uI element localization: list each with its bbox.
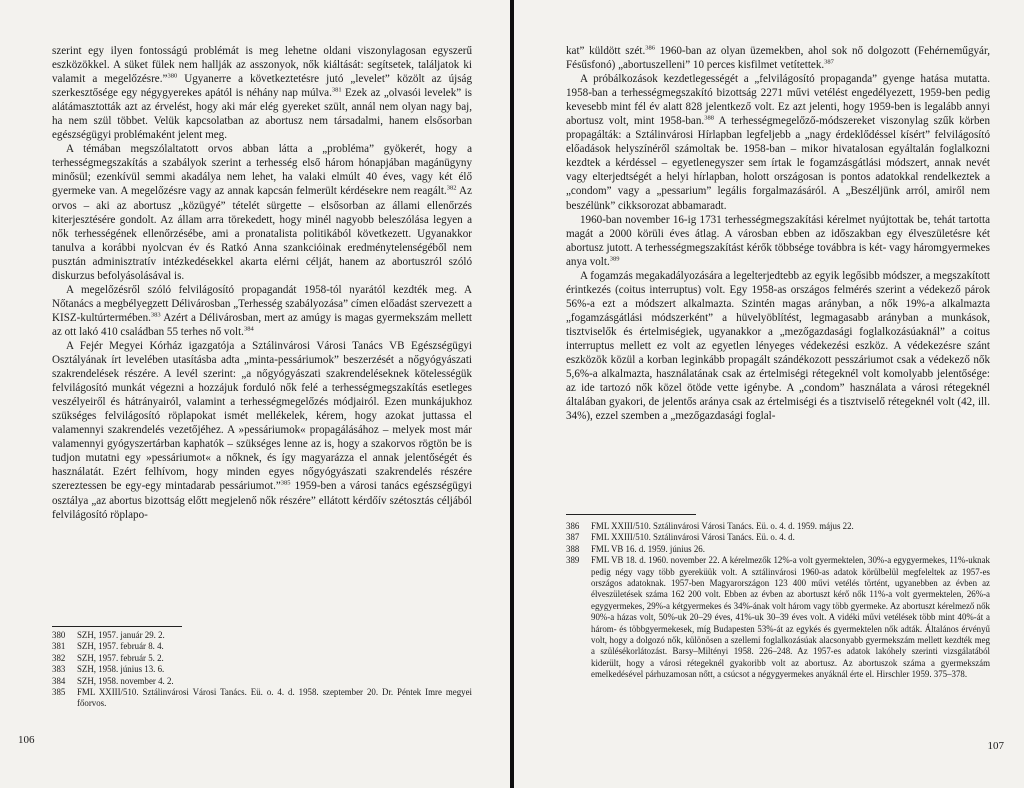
left-paragraph-1: szerint egy ilyen fontosságú problémát is meg lehetne oldani viszonylagosan egyszerű eszközökkel. A süket fülek nem hallják az asszonyok, nők kiáltását: segítsetek, találjatok ki valamit a megelőzésre.”$^{380}$ Ugyanerre a következtetésre jutó „levelet” közölt az újság szerkesztősége egy négygyerekes apától is néhány nap múlva.$^{381}$ Ezek az „olvasói levelek” is alátámasztották azt az érvelést, hogy aki már elég gyereket szült, annál nem olyan nagy baj, ha nem szül többet. Velük kapcsolatban az abortusz nem társadalmi, hanem elsősorban egészségügyi problémaként jelent meg.: [52, 45, 472, 142]
footnote-ref[interactable]: 383: [150, 311, 161, 319]
footnote: 388 FML VB 16. d. 1959. június 26.: [566, 543, 705, 554]
left-paragraph-3: A megelőzésről szóló felvilágosító propagandát 1958-tól nyarától kezdték meg. A Nőtanács a megbélyegzett Délivárosban „Terhesség szabályozása” címen előadást szervezett a KISZ-kultúrtermében.$^{383}$ Azért a Délivárosban, mert az amúgy is magas gyermekszám mellett az ott lakó 410 családban 55 terhes nő volt.$^{384}$: [52, 283, 472, 338]
footnote-ref[interactable]: 384: [243, 325, 254, 333]
right-page: [514, 0, 1024, 788]
right-body-text: [566, 44, 990, 423]
footnote: 381 SZH, 1957. február 8. 4.: [52, 641, 164, 652]
left-paragraph-2: A témában megszólaltatott orvos abban látta a „probléma” gyökerét, hogy a terhességmegszakítás a szabályok szerint a terhesség első három hónapjában magánügyny minősül; ezenkívül semmi akadálya nem lehet, ha valaki elmúlt 40 éves, vagy két élő gyermeke van. A megelőzésre vagy az annak kapcsán felmerült kérdésekre nem reagált.$^{382}$ Az orvos – aki az abortusz „közügyé” tételét sürgette – elsősorban az állami ellenőrzés kiterjesztésére gondolt. Az állam arra törekedett, hogy minél nagyobb beleszólása legyen a nők terhességének ellenőrzésébe, ami a pronatalista politikából következett. Ugyanakkor tanulva a korábbi nyolcvan év és Ratkó Anna szankcióinak eredménytelenségéből nem pusztán adminisztratív intézkedésekkel akarta elérni célját, hanem az abortuszról szóló diskurzus befolyásolásával is.: [52, 143, 472, 282]
right-paragraph-2: A próbálkozások kezdetlegességét a „felvilágosító propaganda” gyenge hatása mutatta. 1958-ban a terhességmegszakító bizottság 2271 művi vetélést engedélyezett, 1959-ben pedig kevesebb mint fél év alatt 828 jelentkező volt. Ez azt jelenti, hogy 1959-ben is legalább annyi abortusz volt, mint 1958-ban.$^{388}$ A terhességmegelőző-módszereket viszonylag szűk körben propagálták: a Sztálinvárosi Hírlapban legfeljebb a „nagy érdeklődéssel kísért” felvilágosító előadások helyszínéről számoltak be. 1958-ban – mikor hivatalosan egyáltalán foglalkozni kezdtek a kérdéssel – egyetlenegyszer sem írtak le fogamzásgátlási módszert, annak nevét vagy elterjedtségét a helyi hírlapban, holott országosan is pontos adatokkal rendelkeztek a „condom” vagy a „pessarium” legális forgalmazásáról. A „Beszéljünk arról, amiről nem beszélünk” cikksorozat abbamaradt.: [566, 73, 991, 212]
footnote-divider: [566, 514, 696, 515]
right-paragraph-1: kat” küldött szét.$^{386}$ 1960-ban az olyan üzemekben, ahol sok nő dolgozott (Fehérneműgyár, Fésűsfonó) „abortuszelleni” 10 perces kisfilmet vetítettek.$^{387}$: [566, 44, 990, 72]
footnote-ref[interactable]: 380: [167, 72, 178, 80]
footnote-ref[interactable]: 386: [645, 44, 656, 52]
footnote-ref[interactable]: 381: [331, 86, 342, 94]
right-footnotes: [566, 521, 990, 681]
footnote: 385 FML XXIII/510. Sztálinvárosi Városi Tanács. Eü. o. 4. d. 1958. szeptember 20. Dr. Péntek Imre megyei főorvos.: [52, 687, 472, 709]
left-footnotes: [52, 630, 472, 710]
footnote: 380 SZH, 1957. január 29. 2.: [52, 630, 165, 640]
footnote-ref[interactable]: 388: [704, 114, 714, 122]
footnote-ref[interactable]: 387: [824, 58, 834, 66]
footnote: 383 SZH, 1958. június 13. 6.: [52, 664, 165, 675]
page-number-right: 107: [987, 740, 1004, 752]
footnote: 389 FML VB 18. d. 1960. november 22. A kérelmezők 12%-a volt gyermektelen, 30%-a egygyermekes, 11%-uknak pedig négy vagy több gyereküük volt. A sztálinvárosi 1960-as adatok körülbelül megfeleltek az 1957-es országos adatoknak. 1957-ben Magyarországon 123 400 művi vetélés történt, ugyanebben az évben az élveszületések száma 162 200 volt. Ebben az évben az abortuszt kérő nők 11%-a volt gyermektelen, 26%-a egygyermekes, 29%-a kétgyermekes és 34%-ának volt három vagy több gyermeke. Az abortuszt kérelmező nők 90%-a házas volt, 50%-uk 20–29 éves, 41%-uk 30–39 éves volt. A vidéki művi vetélések több mint 40%-át a három- és többgyermekesek, míg Budapesten 53%-át az egykés és gyermektelen nők adták. Általános érvényű volt, hogy a dolgozó nők, különösen a szellemi foglalkozásúak alacsonyabb gyermekszám mellett kezdték meg a szülésékorlátozást. Barsy–Miltényi 1958. 226–248. Az 1957-es adatok lakóhely szerinti vizsgálatából kiderült, hogy a városi rétegeknél gyakoribb volt az abortusz. Az abortuszok száma a gyermekszám emelkedésével párhuzamosan nőtt, a csúcsot a négygyermekes anyáknál érte el. Hirschler 1959. 375–378.: [566, 555, 990, 680]
footnote-ref[interactable]: 389: [609, 255, 620, 263]
footnote: 384 SZH, 1958. november 4. 2.: [52, 675, 174, 686]
left-page: [0, 0, 510, 788]
right-paragraph-3: 1960-ban november 16-ig 1731 terhességmegszakítási kérelmet nyújtottak be, tehát tartotta magát a 2000 körüli éves átlag. A városban ebben az időszakban egy élveszületésre két abortusz jutott. A terhességmegszakítást kérők többsége továbbra is két- vagy háromgyermekes anya volt.$^{389}$: [566, 213, 990, 268]
footnote: 386 FML XXIII/510. Sztálinvárosi Városi Tanács. Eü. o. 4. d. 1959. május 22.: [566, 521, 854, 531]
page-number-left: 106: [18, 734, 35, 746]
footnote: 387 FML XXIII/510. Sztálinvárosi Városi Tanács. Eü. o. 4. d.: [566, 532, 795, 543]
footnote-ref[interactable]: 382: [446, 184, 457, 192]
footnote-divider: [52, 626, 182, 627]
right-paragraph-4: A fogamzás megakadályozására a legelterjedtebb az egyik legősibb módszer, a megszakított érintkezés (coitus interruptus) volt. Egy 1958-as országos felmérés szerint a védekező párok 56%-a ezt a módszert alkalmazta. Szintén magas arányban, a nők 19%-a alkalmazta „fogamzásgátlási módszerként” a hüvelyöblítést, legmagasabb arányban a munkások, tisztviselők és értelmiségiek, ugyanakkor a „mezőgazdasági foglalkozásúaknál” a coitus interruptus mellett ez volt az egyetlen lényeges védekezési eszköz. A védekezésre szánt eszközök közül a korban leginkább propagált szándékozott pesszáriumot csak a védekező nők 5,6%-a alkalmazta, használatának csak az értelmiségi rétegeknél volt komolyabb jelentősége: az ide tartozó nők közel ötöde vette igénybe. A „condom” használata a városi rétegeknél általában gyakori, de jelentős aránya csak az értelmiségi és a tisztviselő rétegeknél volt (42, ill. 34%), ezzel szemben a „mezőgazdasági foglal-: [566, 269, 990, 423]
left-paragraph-4: A Fejér Megyei Kórház igazgatója a Sztálinvárosi Városi Tanács VB Egészségügyi Osztályának írt levelében utasításba adta „minta-pessáriumok” beszerzését a nőgyógyászati szakrendelések részére. A levél szerint: „a nőgyógyászati szakrendeléseknek kötelességük felvilágosító munkát végezni a hozzájuk forduló nők felé a terhességmegszakítás esetleges veszélyeiről és hátrányairól, valamint a terhességmegelőzés módjairól. Ezen munkájukhoz szükséges felvilágosító röplapokat ismét mellékelek, kérem, hogy azokat juttassa el valamennyi szakrendelés vezetőjéhez. A »pessáriumok« propagálásához – melyek most már valamennyi gyógyszertárban kaphatók – szükséges lenne az is, hogy a szakorvos rögtön be is tudjon mutatni egy »pessáriumot« a nőknek, és így magyarázza el annak jelentőségét és használatát. Ezért felhívom, hogy minden egyes nőgyógyászati szakrendelés részére szereztessen be egy-egy mintadarab pessáriumot.”$^{385}$ 1959-ben a városi tanács egészségügyi osztálya „az abortus bizottság előtt megjelenő nők részére” ellátott kérdőív szétosztás céljából felvilágosító röplapo-: [52, 339, 473, 521]
footnote: 382 SZH, 1957. február 5. 2.: [52, 652, 164, 663]
footnote-ref[interactable]: 385: [280, 479, 291, 487]
left-body-text: [52, 44, 472, 522]
